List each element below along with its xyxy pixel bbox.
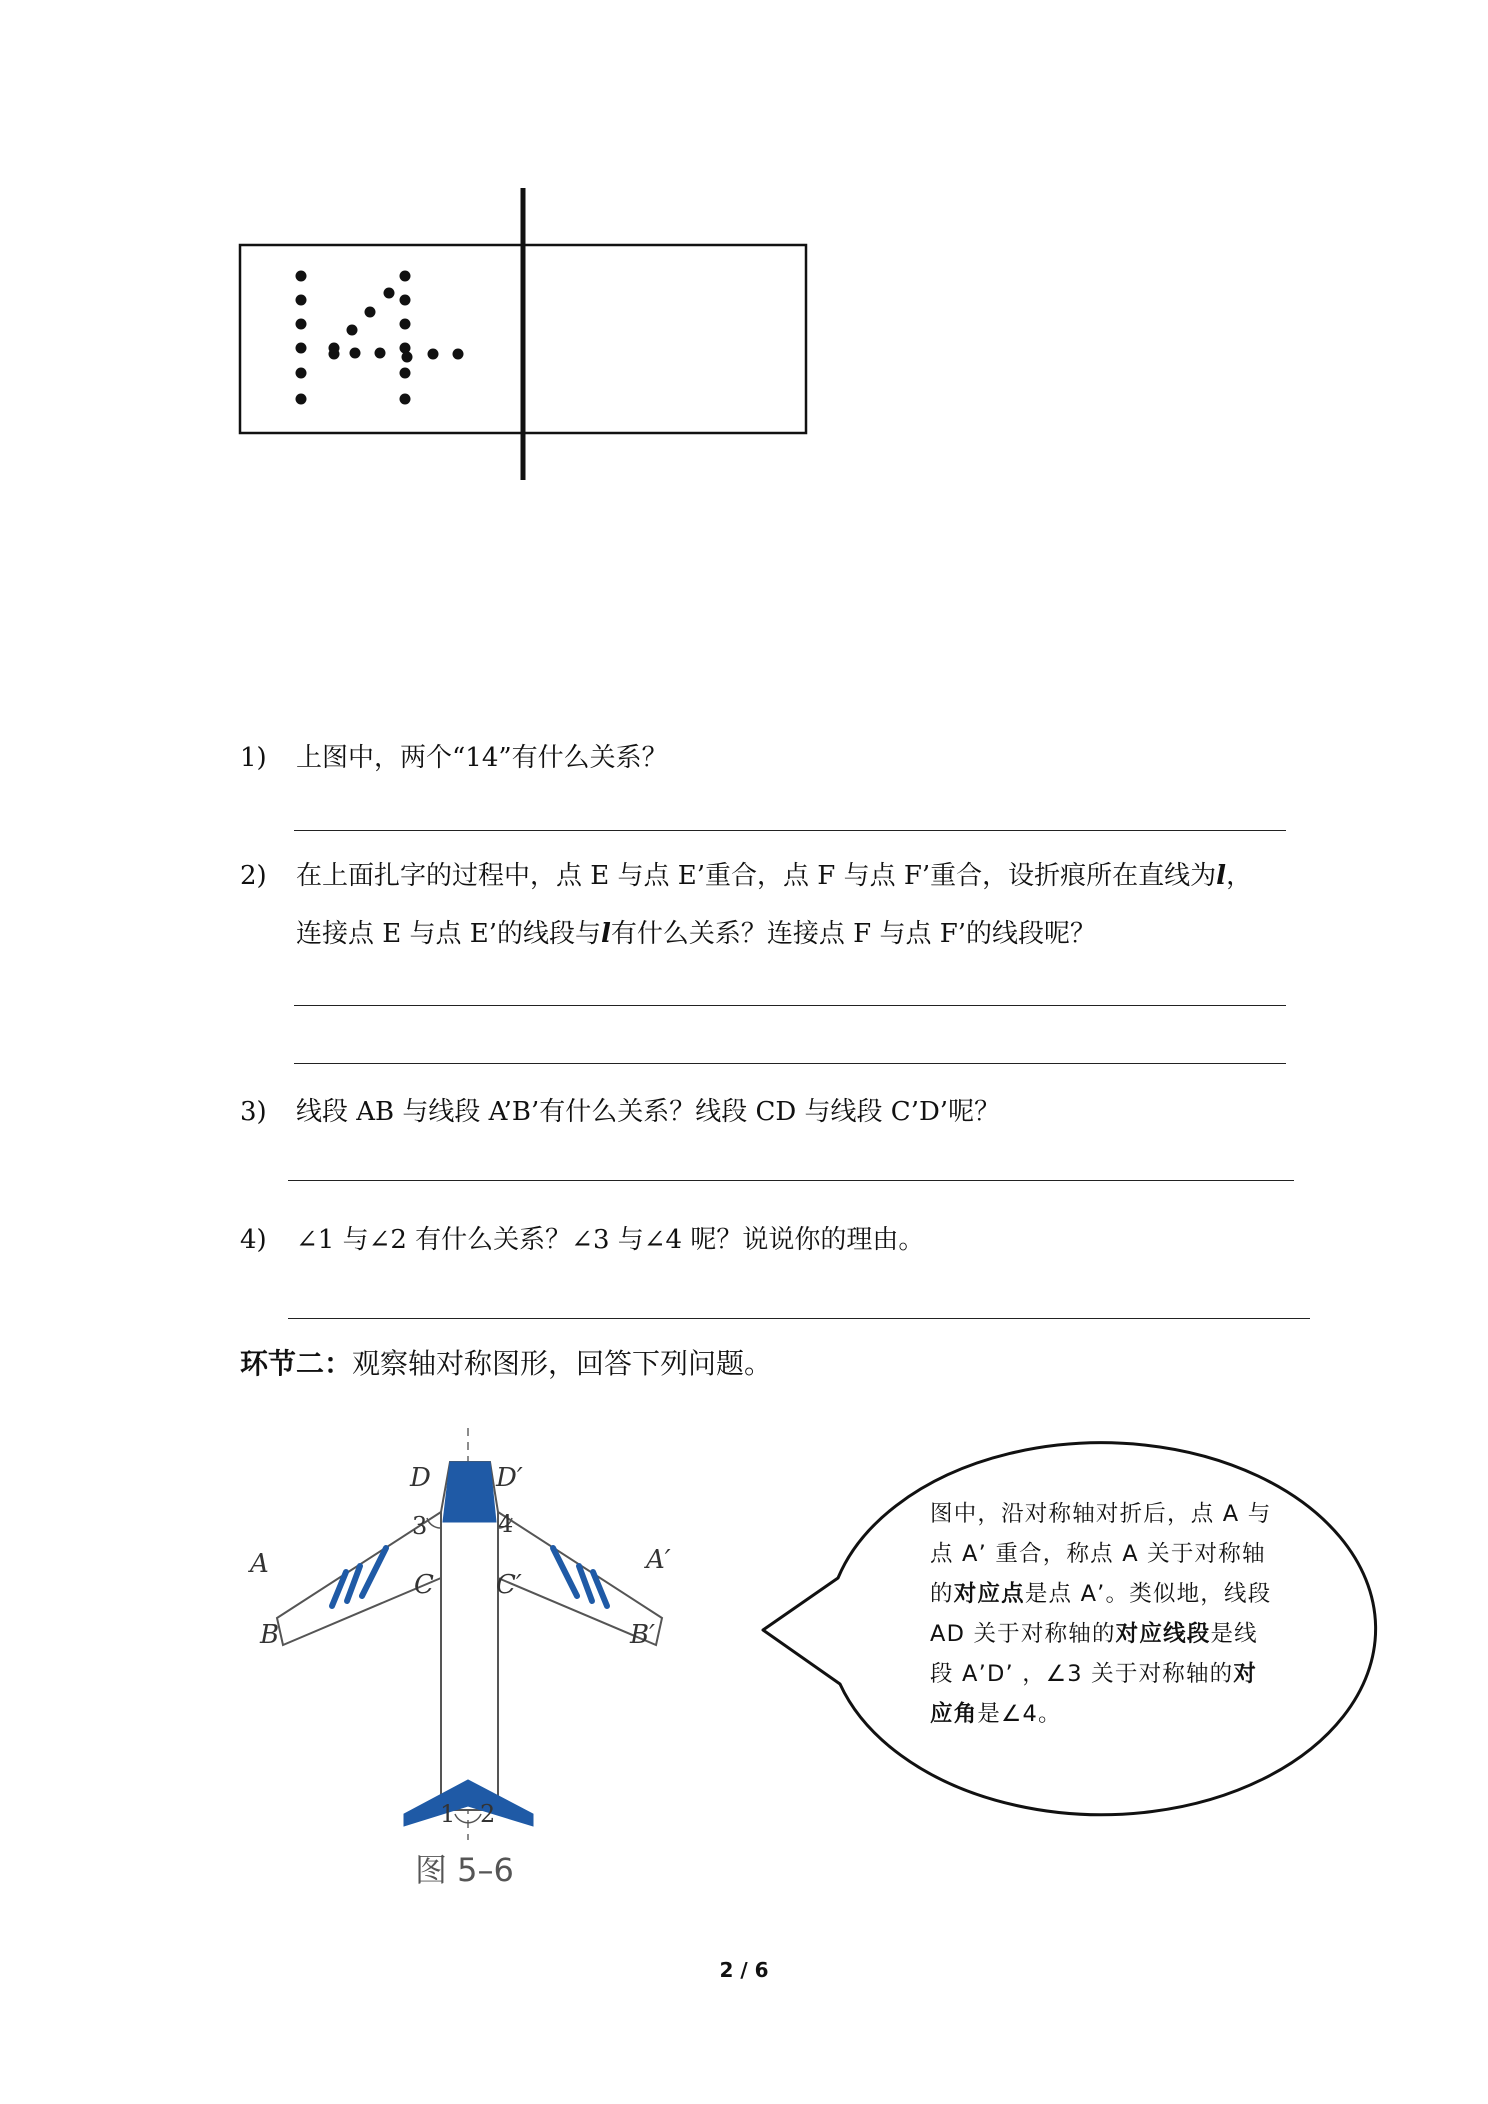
label-D-prime: D′ [496,1463,523,1493]
line-l-symbol: l [1216,861,1227,891]
question-number: 4) [240,1225,267,1255]
page-number: 2 / 6 [719,1958,769,1982]
label-A-prime: A′ [646,1545,671,1575]
section-title: 环节二： [240,1347,353,1380]
question-number: 1) [240,743,267,773]
label-4: 4 [498,1510,514,1538]
label-1: 1 [440,1800,456,1828]
question-number: 3) [240,1097,267,1127]
section-text: 观察轴对称图形，回答下列问题。 [352,1347,773,1380]
label-2: 2 [480,1800,496,1828]
term-corresponding-angle: 对应角 [930,1661,1258,1727]
question-text: 线段 AB 与线段 A’B’有什么关系？线段 CD 与线段 C’D’呢？ [296,1097,1001,1127]
question-text-line-2: 连接点 E 与点 E’的线段与l有什么关系？连接点 F 与点 F’的线段呢？ [296,919,1097,949]
term-corresponding-point: 对应点 [953,1581,1025,1607]
label-B: B [260,1620,280,1650]
question-text: 上图中，两个“14”有什么关系？ [296,743,668,773]
line-l-symbol: l [601,919,611,949]
label-A: A [250,1549,269,1579]
label-D: D [410,1463,431,1493]
label-3: 3 [412,1512,428,1540]
label-C: C [414,1570,434,1600]
label-B-prime: B′ [630,1620,656,1650]
question-text: ∠1 与∠2 有什么关系？∠3 与∠4 呢？说说你的理由。 [296,1225,925,1255]
bubble-text: 图中，沿对称轴对折后，点 A 与点 A’ 重合，称点 A 关于对称轴的对应点是点 A’。类似地，线段 AD 关于对称轴的对应线段是线段 A’D’ ，∠3 关于对称轴的对应角是∠4。 [930,1501,1272,1727]
question-number: 2) [240,861,267,891]
question-text-line-1: 在上面扎字的过程中，点 E 与点 E’重合，点 F 与点 F’重合，设折痕所在直线为l， [296,861,1253,891]
label-C-prime: C′ [496,1570,522,1600]
figure-caption: 图 5–6 [415,1851,514,1889]
term-corresponding-segment: 对应线段 [1115,1621,1211,1647]
